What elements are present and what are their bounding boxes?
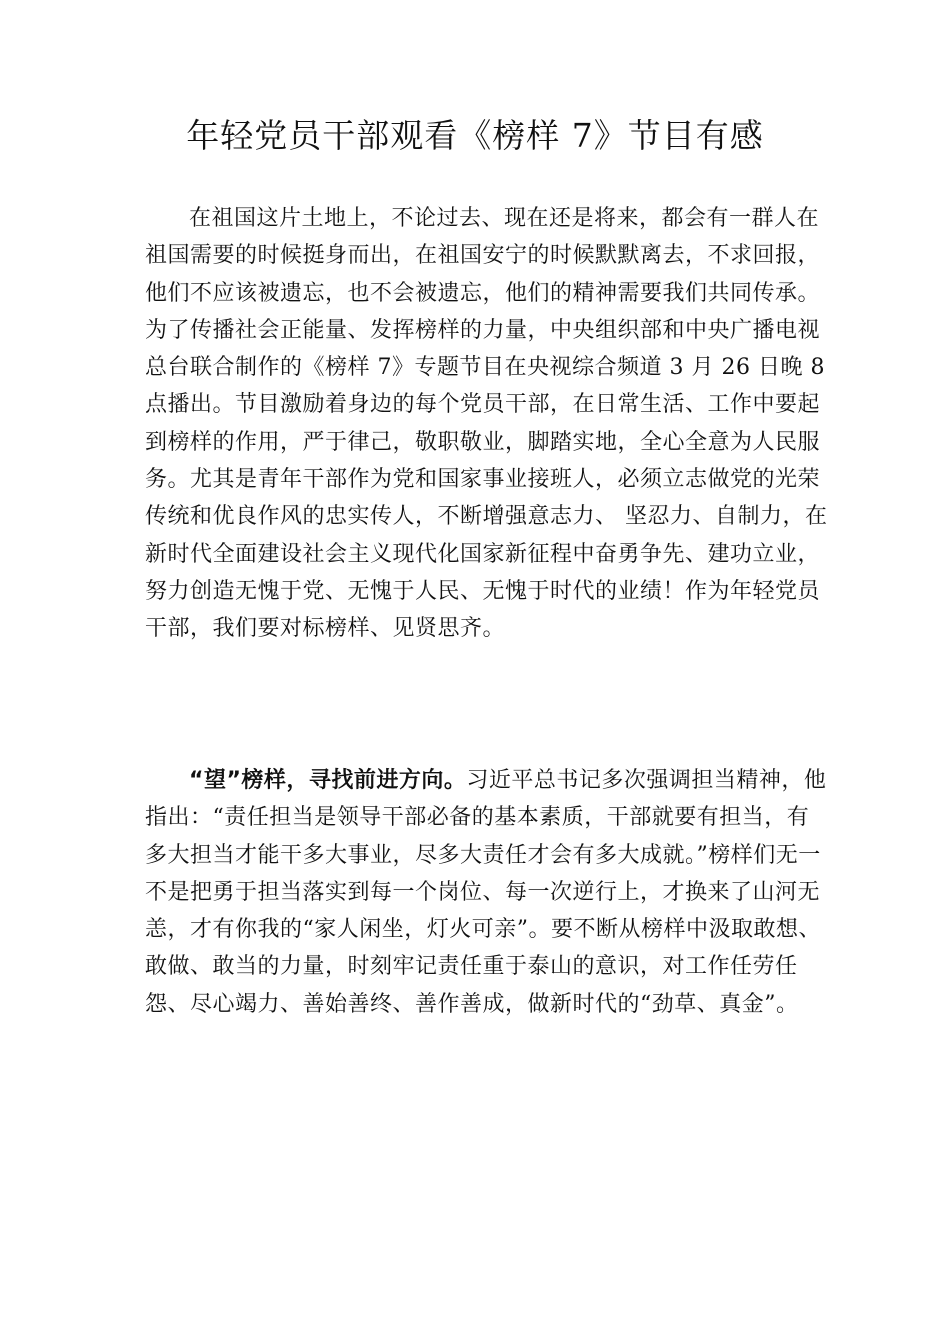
- paragraph-looking-to-role-models: [145, 762, 830, 1023]
- document-title: 年轻党员干部观看《榜样 7》节目有感: [186, 116, 764, 155]
- paragraph-intro-text: 在祖国这片土地上，不论过去、现在还是将来，都会有一群人在祖国需要的时候挺身而出，在祖国安宁的时候默默离去，不求回报，他们不应该被遗忘，也不会被遗忘，他们的精神需要我们共同传承。为了传播社会正能量、发挥榜样的力量，中央组织部和中央广播电视总台联合制作的《榜样 7》专题节目在央视综合频道 3 月 26 日晚 8 点播出。节目激励着身边的每个党员干部，在日常生活、工作中要起到榜样的作用，严于律己，敬职敬业，脚踏实地，全心全意为人民服务。尤其是青年干部作为党和国家事业接班人，必须立志做党的光荣传统和优良作风的忠实传人，不断增强意志力、 坚忍力、自制力，在新时代全面建设社会主义现代化国家新征程中奋勇争先、建功立业，努力创造无愧于党、无愧于人民、无愧于时代的业绩！作为年轻党员干部，我们要对标榜样、见贤思齐。: [145, 206, 828, 642]
- paragraph-lead-heading: “望”榜样，寻找前进方向。: [189, 768, 467, 793]
- paragraph-intro: [145, 200, 830, 648]
- paragraph-body-text: 习近平总书记多次强调担当精神，他指出：“责任担当是领导干部必备的基本素质，干部就要有担当，有多大担当才能干多大事业，尽多大责任才会有多大成就。”榜样们无一不是把勇于担当落实到每一个岗位、每一次逆行上，才换来了山河无恙，才有你我的“家人闲坐，灯火可亲”。要不断从榜样中汲取敢想、敢做、敢当的力量，时刻牢记责任重于泰山的意识，对工作任劳任怨、尽心竭力、善始善终、善作善成，做新时代的“劲草、真金”。: [145, 768, 827, 1017]
